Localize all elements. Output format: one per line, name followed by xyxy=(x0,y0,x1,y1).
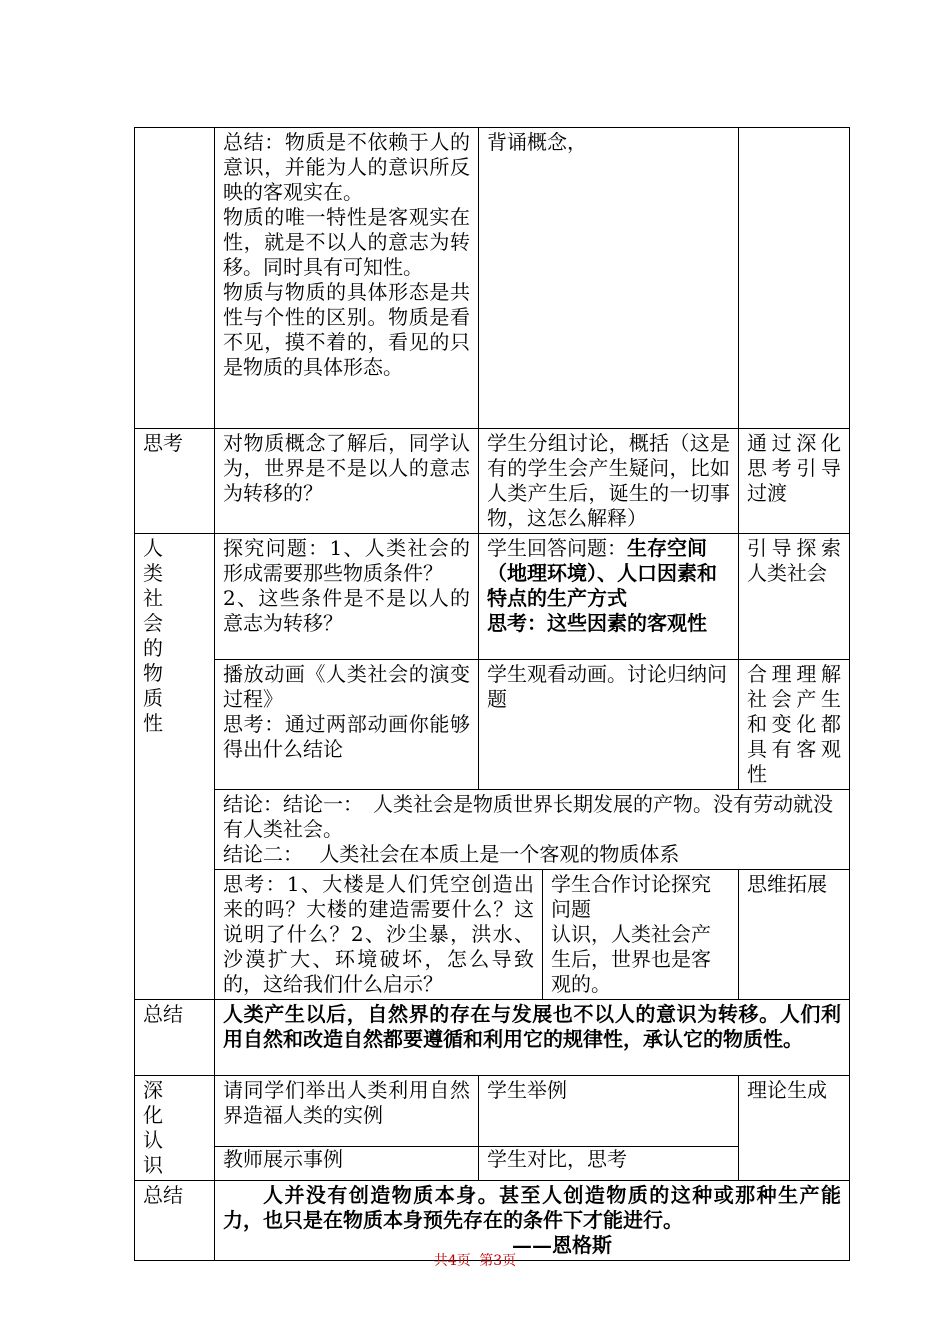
student-cell: 背诵概念， xyxy=(479,128,739,429)
design-cell: 通过深化思考引导过渡 xyxy=(739,429,850,534)
conclusion-two: 结论二： 人类社会在本质上是一个客观的物质体系 xyxy=(223,842,680,866)
stage-cell: 总结 xyxy=(135,1000,215,1076)
content-paragraph: 探究问题：1、人类社会的形成需要那些物质条件？ xyxy=(223,536,470,585)
content-paragraph: 总结：物质是不依赖于人的意识，并能为人的意识所反映的客观实在。 xyxy=(223,130,470,204)
think-student-paragraph: 认识，人类社会产生后，世界也是客观的。 xyxy=(551,922,711,996)
student-cell: 学生对比，思考 xyxy=(479,1147,739,1181)
content-cell xyxy=(215,128,479,429)
quote-author: ——恩格斯 xyxy=(512,1233,612,1257)
student-cell: 学生举例 xyxy=(479,1076,739,1147)
content-paragraph: 物质的唯一特性是客观实在性，就是不以人的意志为转移。同时具有可知性。 xyxy=(223,205,470,279)
design-cell: 引导探索人类社会 xyxy=(739,534,850,660)
table-row xyxy=(135,870,850,1000)
table-row xyxy=(135,1076,850,1147)
student-cell: 学生分组讨论，概括（这是有的学生会产生疑问，比如人类产生后，诞生的一切事物，这怎么解释） xyxy=(479,429,739,534)
content-paragraph: 物质与物质的具体形态是共性与个性的区别。物质是看不见，摸不着的，看见的只是物质的具体形态。 xyxy=(223,280,470,379)
think-cell: 思考：1、大楼是人们凭空创造出来的吗？大楼的建造需要什么？这说明了什么？2、沙尘暴，洪水、沙漠扩大、环境破坏，怎么导致的，这给我们什么启示？ xyxy=(215,870,543,1000)
content-cell xyxy=(215,660,479,790)
table-row xyxy=(135,128,850,429)
content-paragraph: 2、这些条件是不是以人的意志为转移？ xyxy=(223,586,470,635)
table-row xyxy=(135,534,850,660)
content-paragraph: 播放动画《人类社会的演变过程》 xyxy=(223,662,470,711)
stage-cell: 思考 xyxy=(135,429,215,534)
design-cell: 理论生成 xyxy=(739,1076,850,1181)
think-design-cell: 思维拓展 xyxy=(739,870,850,1000)
quote-cell xyxy=(215,1181,850,1261)
lesson-plan-table xyxy=(134,127,850,1261)
stage-cell xyxy=(135,128,215,429)
content-paragraph: 思考：通过两部动画你能够得出什么结论 xyxy=(223,712,470,761)
stage-cell: 人类社会的物质性 xyxy=(135,534,215,1000)
student-answer-think: 思考：这些因素的客观性 xyxy=(487,611,707,635)
content-cell: 教师展示事例 xyxy=(215,1147,479,1181)
stage-cell: 深化认识 xyxy=(135,1076,215,1181)
conclusion-one: 结论：结论一： 人类社会是物质世界长期发展的产物。没有劳动就没有人类社会。 xyxy=(223,792,833,841)
think-student-cell xyxy=(543,870,739,1000)
content-cell: 对物质概念了解后，同学认为，世界是不是以人的意志为转移的？ xyxy=(215,429,479,534)
student-answer-bold: 生存空间（地理环境）、人口因素和特点的生产方式 xyxy=(487,536,717,610)
total-pages: 共4页 xyxy=(433,1253,471,1269)
quote-text: 人并没有创造物质本身。甚至人创造物质的这种或那种生产能力，也只是在物质本身预先存在的条件下才能进行。 xyxy=(223,1183,841,1232)
table-row xyxy=(135,660,850,790)
content-cell: 请同学们举出人类利用自然界造福人类的实例 xyxy=(215,1076,479,1147)
table-row xyxy=(135,429,850,534)
student-answer-prefix: 学生回答问题： xyxy=(487,536,627,560)
table-row xyxy=(135,1181,850,1261)
page-footer xyxy=(0,1250,950,1270)
table-row xyxy=(135,1000,850,1076)
design-cell: 合理理解社会产生和变化都具有客观性 xyxy=(739,660,850,790)
content-cell xyxy=(215,534,479,660)
summary-cell: 人类产生以后，自然界的存在与发展也不以人的意识为转移。人们利用自然和改造自然都要遵循和利用它的规律性，承认它的物质性。 xyxy=(215,1000,850,1076)
stage-cell: 总结 xyxy=(135,1181,215,1261)
student-cell xyxy=(479,534,739,660)
design-cell xyxy=(739,128,850,429)
conclusion-cell xyxy=(215,790,850,870)
table-row xyxy=(135,790,850,870)
student-cell: 学生观看动画。讨论归纳问题 xyxy=(479,660,739,790)
current-page: 第3页 xyxy=(479,1253,517,1269)
think-student-paragraph: 学生合作讨论探究问题 xyxy=(551,872,711,921)
